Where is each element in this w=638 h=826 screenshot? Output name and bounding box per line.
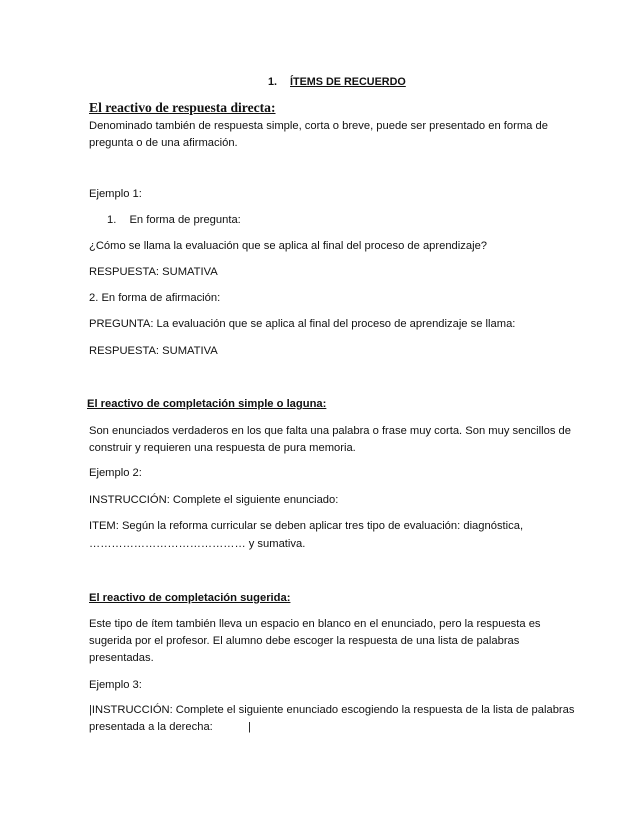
title-number: 1. (268, 76, 278, 88)
example-label: Ejemplo 3: (89, 679, 142, 691)
prompt-line: PREGUNTA: La evaluación que se aplica al final del proceso de aprendizaje se llama: (89, 318, 516, 330)
title-text: ÍTEMS DE RECUERDO (290, 76, 406, 88)
list-number: 1. (107, 214, 117, 226)
item-line: …………………………………… y sumativa. (89, 538, 306, 550)
paragraph-line: Este tipo de ítem también lleva un espacio en blanco en el enunciado, pero la respuesta es (89, 618, 541, 630)
instruction-line (89, 719, 251, 736)
heading-respuesta-directa: El reactivo de respuesta directa: (89, 100, 276, 115)
paragraph-line: Denominado también de respuesta simple, corta o breve, puede ser presentado en forma de (89, 120, 548, 132)
instruction-line: |INSTRUCCIÓN: Complete el siguiente enunciado escogiendo la respuesta de la lista de palabras (89, 704, 575, 716)
instruction-text: presentada a la derecha: (89, 721, 213, 733)
instruction-line: INSTRUCCIÓN: Complete el siguiente enunciado: (89, 494, 339, 506)
paragraph-line: Son enunciados verdaderos en los que falta una palabra o frase muy corta. Son muy sencillos de (89, 425, 571, 437)
example-label: Ejemplo 1: (89, 188, 142, 200)
paragraph-line: sugerida por el profesor. El alumno debe escoger la respuesta de una lista de palabras (89, 635, 520, 647)
paragraph-line: presentadas. (89, 652, 154, 664)
paragraph-line: pregunta o de una afirmación. (89, 137, 238, 149)
list-item (107, 212, 241, 229)
item-line: ITEM: Según la reforma curricular se deben aplicar tres tipo de evaluación: diagnóstica, (89, 520, 524, 532)
heading-completacion-simple: El reactivo de completación simple o laguna: (87, 398, 327, 410)
question-line: ¿Cómo se llama la evaluación que se aplica al final del proceso de aprendizaje? (89, 240, 488, 252)
answer-line: RESPUESTA: SUMATIVA (89, 345, 218, 357)
list-item: 2. En forma de afirmación: (89, 292, 221, 304)
answer-line: RESPUESTA: SUMATIVA (89, 266, 218, 278)
example-label: Ejemplo 2: (89, 467, 142, 479)
heading-completacion-sugerida: El reactivo de completación sugerida: (89, 592, 291, 604)
section-title (268, 74, 406, 91)
table-border-mark: | (248, 721, 251, 733)
paragraph-line: construir y requieren una respuesta de pura memoria. (89, 442, 356, 454)
list-text: En forma de pregunta: (129, 214, 241, 226)
